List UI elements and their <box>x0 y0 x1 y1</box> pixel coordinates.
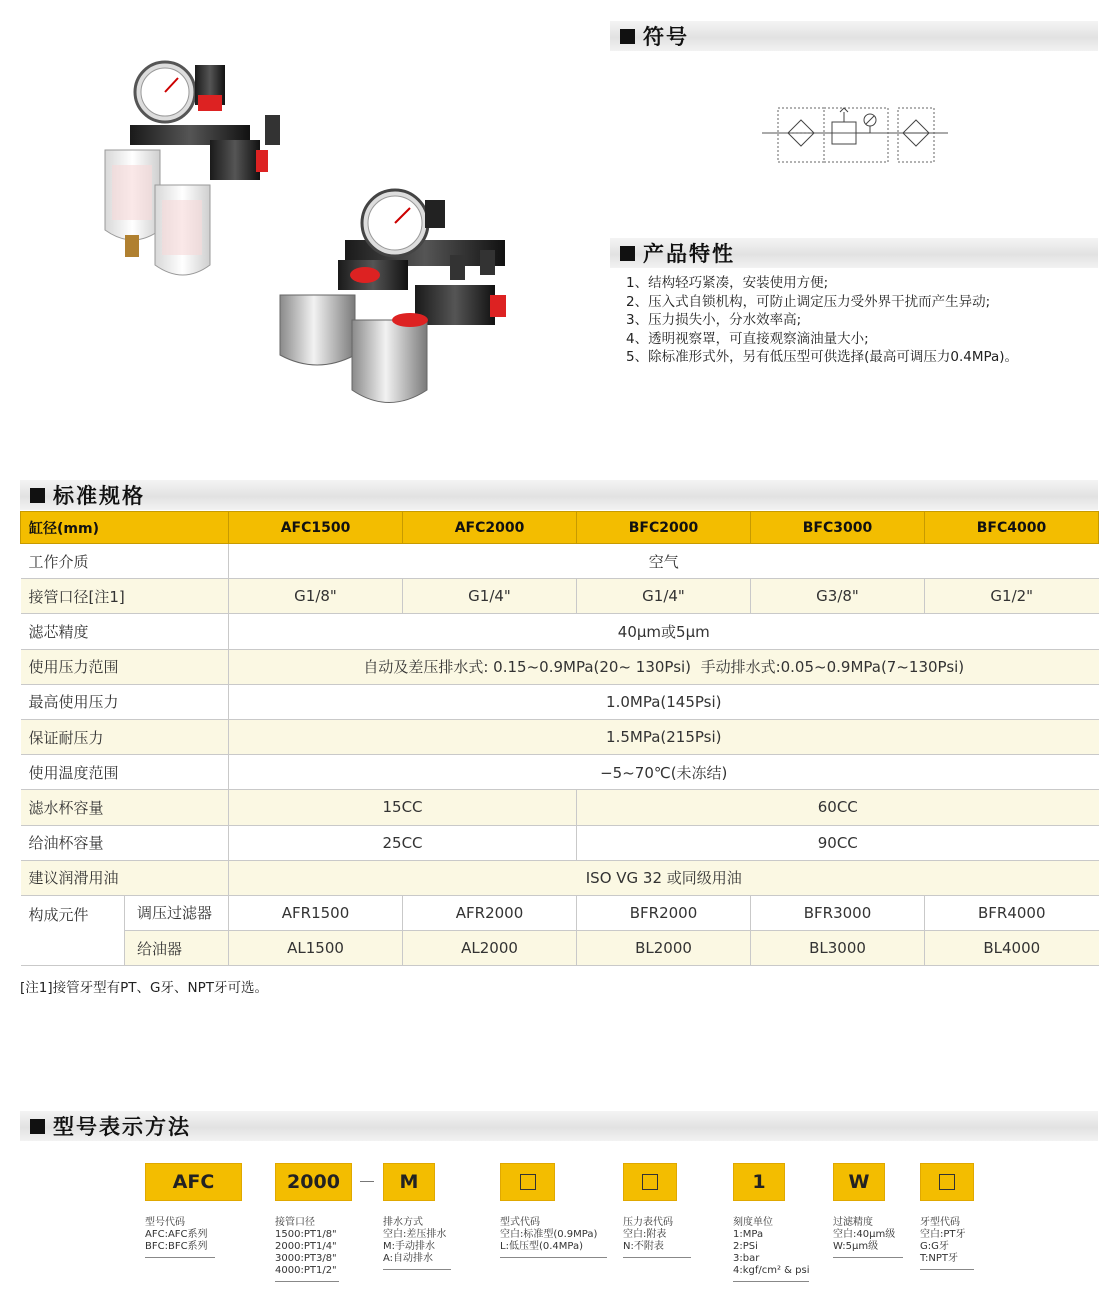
table-row <box>21 544 1099 579</box>
legend-underline <box>623 1257 691 1258</box>
section-title: 产品特性 <box>643 242 735 266</box>
legend-line: BFC:BFC系列 <box>145 1241 208 1252</box>
legend-title: 型号代码 <box>145 1217 185 1228</box>
cell: G1/8" <box>229 579 403 614</box>
code-text: 2000 <box>287 1171 340 1193</box>
table-footnote: [注1]接管牙型有PT、G牙、NPT牙可选。 <box>20 980 268 996</box>
header-cell: BFC3000 <box>751 512 925 544</box>
legend-line: 空白:附表 <box>623 1229 667 1240</box>
cell: 90CC <box>577 825 1099 860</box>
table-row <box>21 755 1099 790</box>
legend-line: AFC:AFC系列 <box>145 1229 208 1240</box>
cell: 40μm或5μm <box>229 614 1099 649</box>
sub-label: 调压过滤器 <box>125 895 229 930</box>
cell: 1.5MPa(215Psi) <box>229 719 1099 754</box>
section-title: 型号表示方法 <box>53 1115 191 1139</box>
legend-line: 空白:40μm级 <box>833 1229 896 1240</box>
cell: AFR2000 <box>403 895 577 930</box>
section-title: 标准规格 <box>53 484 145 508</box>
code-text: W <box>848 1171 870 1193</box>
table-row <box>21 931 1099 966</box>
legend-underline <box>383 1269 451 1270</box>
feature-item: 4、透明视察罩，可直接观察滴油量大小; <box>626 330 869 347</box>
legend-line: 空白:标准型(0.9MPa) <box>500 1229 598 1240</box>
section-square-icon <box>30 488 45 503</box>
section-square-icon <box>620 29 635 44</box>
code-dash <box>360 1181 374 1182</box>
code-text: AFC <box>172 1171 215 1193</box>
header-cell: AFC1500 <box>229 512 403 544</box>
legend-line: 1:MPa <box>733 1229 764 1240</box>
cell: BFR4000 <box>925 895 1099 930</box>
cell: BL4000 <box>925 931 1099 966</box>
legend-underline <box>833 1257 903 1258</box>
legend-title: 牙型代码 <box>920 1217 960 1228</box>
legend-unit <box>733 1217 810 1282</box>
checkbox-placeholder-icon <box>520 1174 536 1190</box>
table-row <box>21 579 1099 614</box>
table-row <box>21 825 1099 860</box>
section-header-model <box>20 1111 1098 1141</box>
legend-drain <box>383 1217 451 1270</box>
legend-line: G:G牙 <box>920 1241 949 1252</box>
cell: ISO VG 32 或同级用油 <box>229 860 1099 895</box>
cell: G1/2" <box>925 579 1099 614</box>
legend-underline <box>920 1269 974 1270</box>
feature-list <box>626 274 1018 367</box>
row-label: 建议润滑用油 <box>21 860 229 895</box>
feature-item: 5、除标准形式外，另有低压型可供选择(最高可调压力0.4MPa)。 <box>626 349 1019 365</box>
header-cell: 缸径(mm) <box>21 512 229 544</box>
section-header-features <box>610 238 1098 268</box>
cell: 25CC <box>229 825 577 860</box>
table-row <box>21 684 1099 719</box>
legend-gauge <box>623 1217 691 1258</box>
legend-title: 刻度单位 <box>733 1217 773 1228</box>
legend-thread <box>920 1217 974 1270</box>
legend-line: L:低压型(0.4MPa) <box>500 1241 583 1252</box>
legend-line: 空白:PT牙 <box>920 1229 966 1240</box>
legend-line: 4000:PT1/2" <box>275 1265 337 1276</box>
cell: BL2000 <box>577 931 751 966</box>
legend-line: 2:PSi <box>733 1241 758 1252</box>
table-row <box>21 790 1099 825</box>
header-cell: AFC2000 <box>403 512 577 544</box>
legend-title: 排水方式 <box>383 1217 423 1228</box>
feature-item: 3、压力损失小，分水效率高; <box>626 312 802 328</box>
row-label: 使用压力范围 <box>21 649 229 684</box>
legend-line: 3:bar <box>733 1253 760 1264</box>
cell: AL1500 <box>229 931 403 966</box>
header-cell: BFC2000 <box>577 512 751 544</box>
cell: AFR1500 <box>229 895 403 930</box>
header-cell: BFC4000 <box>925 512 1099 544</box>
section-header-spec <box>20 480 1098 510</box>
table-row <box>21 719 1099 754</box>
large-unit-illustration <box>280 190 506 403</box>
cell: BFR3000 <box>751 895 925 930</box>
table-row <box>21 614 1099 649</box>
section-header-symbol <box>610 21 1098 51</box>
legend-filter <box>833 1217 903 1258</box>
row-label: 工作介质 <box>21 544 229 579</box>
legend-underline <box>500 1257 607 1258</box>
legend-underline <box>733 1281 809 1282</box>
row-label: 接管口径[注1] <box>21 579 229 614</box>
legend-line: A:自动排水 <box>383 1253 434 1264</box>
product-image <box>70 40 550 440</box>
legend-underline <box>145 1257 215 1258</box>
code-box-series <box>145 1163 242 1201</box>
code-box-drain <box>383 1163 435 1201</box>
legend-underline <box>275 1281 339 1282</box>
row-label: 滤水杯容量 <box>21 790 229 825</box>
code-text: M <box>399 1171 419 1193</box>
legend-port <box>275 1217 339 1282</box>
cell: G1/4" <box>577 579 751 614</box>
feature-item: 1、结构轻巧紧凑，安装使用方便; <box>626 275 829 291</box>
cell: G3/8" <box>751 579 925 614</box>
small-unit-illustration <box>105 62 280 275</box>
legend-line: 2000:PT1/4" <box>275 1241 337 1252</box>
table-row <box>21 649 1099 684</box>
cell: 60CC <box>577 790 1099 825</box>
legend-title: 型式代码 <box>500 1217 540 1228</box>
row-label: 构成元件 <box>21 895 125 965</box>
code-box-type <box>500 1163 555 1201</box>
cell: BFR2000 <box>577 895 751 930</box>
legend-line: 4:kgf/cm² & psi <box>733 1265 810 1276</box>
row-label: 保证耐压力 <box>21 719 229 754</box>
code-box-filter <box>833 1163 885 1201</box>
row-label: 给油杯容量 <box>21 825 229 860</box>
row-label: 最高使用压力 <box>21 684 229 719</box>
code-box-thread <box>920 1163 974 1201</box>
cell: AL2000 <box>403 931 577 966</box>
pneumatic-symbol-diagram <box>760 100 950 170</box>
cell: 15CC <box>229 790 577 825</box>
cell: BL3000 <box>751 931 925 966</box>
legend-title: 接管口径 <box>275 1217 315 1228</box>
cell: 自动及差压排水式: 0.15~0.9MPa(20~ 130Psi) 手动排水式:0.05~0.9MPa(7~130Psi) <box>229 649 1099 684</box>
legend-line: N:不附表 <box>623 1241 664 1252</box>
row-label: 使用温度范围 <box>21 755 229 790</box>
legend-line: 1500:PT1/8" <box>275 1229 337 1240</box>
checkbox-placeholder-icon <box>939 1174 955 1190</box>
legend-title: 过滤精度 <box>833 1217 873 1228</box>
legend-line: M:手动排水 <box>383 1241 435 1252</box>
code-text: 1 <box>752 1171 766 1193</box>
cell: G1/4" <box>403 579 577 614</box>
legend-type <box>500 1217 607 1258</box>
legend-line: W:5μm级 <box>833 1241 879 1252</box>
legend-line: 3000:PT3/8" <box>275 1253 337 1264</box>
legend-series <box>145 1217 215 1258</box>
cell: 空气 <box>229 544 1099 579</box>
code-box-gauge <box>623 1163 677 1201</box>
checkbox-placeholder-icon <box>642 1174 658 1190</box>
cell: 1.0MPa(145Psi) <box>229 684 1099 719</box>
spec-table <box>20 511 1099 966</box>
section-title: 符号 <box>643 25 689 49</box>
section-square-icon <box>620 246 635 261</box>
sub-label: 给油器 <box>125 931 229 966</box>
table-row <box>21 860 1099 895</box>
cell: −5~70℃(未冻结) <box>229 755 1099 790</box>
feature-item: 2、压入式自锁机构，可防止调定压力受外界干扰而产生异动; <box>626 293 991 310</box>
table-header-row <box>21 512 1099 544</box>
legend-line: 空白:差压排水 <box>383 1229 447 1240</box>
code-box-unit <box>733 1163 785 1201</box>
section-square-icon <box>30 1119 45 1134</box>
legend-title: 压力表代码 <box>623 1217 673 1228</box>
legend-line: T:NPT牙 <box>920 1253 958 1264</box>
row-label: 滤芯精度 <box>21 614 229 649</box>
code-box-port <box>275 1163 352 1201</box>
table-row <box>21 895 1099 930</box>
